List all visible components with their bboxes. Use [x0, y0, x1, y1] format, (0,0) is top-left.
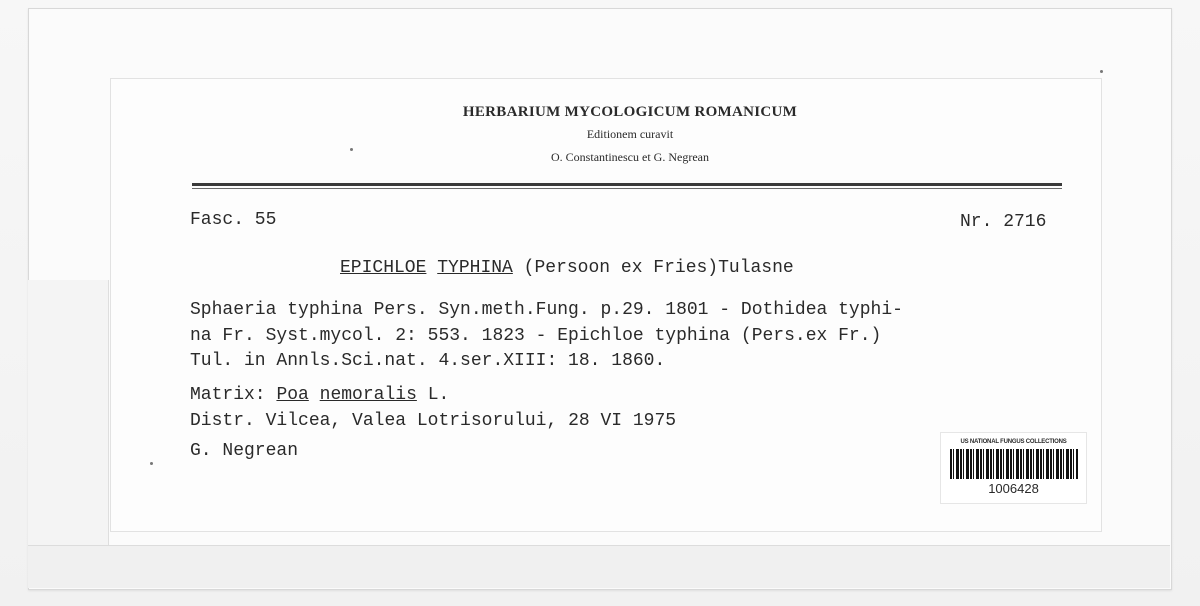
paper-speck	[350, 148, 353, 151]
synonymy-line-1: Sphaeria typhina Pers. Syn.meth.Fung. p.29. 1801 - Dothidea typhi-	[190, 300, 903, 320]
header-divider	[192, 183, 1062, 186]
synonymy-line-2: na Fr. Syst.mycol. 2: 553. 1823 - Epichloe typhina (Pers.ex Fr.)	[190, 326, 882, 346]
host-author: L.	[427, 385, 450, 405]
label-header	[190, 104, 1070, 165]
packet-flap-left	[28, 280, 109, 580]
taxon-name	[340, 258, 794, 278]
distribution-line	[190, 411, 676, 431]
barcode-number: 1006428	[988, 481, 1039, 496]
matrix-line	[190, 385, 449, 405]
host-species: nemoralis	[319, 385, 417, 405]
barcode-label	[940, 432, 1087, 504]
host-genus: Poa	[276, 385, 309, 405]
taxon-authority: (Persoon ex Fries)Tulasne	[523, 258, 794, 278]
matrix-label: Matrix:	[190, 385, 266, 405]
paper-speck	[150, 462, 153, 465]
fascicle-number: Fasc. 55	[190, 210, 277, 230]
herbarium-subtitle: Editionem curavit	[586, 127, 674, 141]
distribution-label: Distr.	[190, 411, 255, 431]
collector-name: G. Negrean	[190, 441, 299, 461]
synonymy-line-3: Tul. in Annls.Sci.nat. 4.ser.XIII: 18. 1860.	[190, 351, 666, 371]
herbarium-editors: O. Constantinescu et G. Negrean	[551, 150, 709, 164]
header-divider-thin	[192, 188, 1062, 189]
barcode-icon	[950, 449, 1078, 479]
paper-speck	[1100, 70, 1103, 73]
barcode-collection: US NATIONAL FUNGUS COLLECTIONS	[960, 439, 1067, 445]
taxon-species: TYPHINA	[437, 258, 513, 278]
taxon-genus: EPICHLOE	[340, 258, 427, 278]
exsiccata-number: Nr. 2716	[960, 212, 1047, 232]
distribution-text: Vilcea, Valea Lotrisorului, 28 VI 1975	[265, 411, 677, 431]
packet-flap-bottom	[28, 545, 1170, 588]
herbarium-title: HERBARIUM MYCOLOGICUM ROMANICUM	[462, 104, 798, 120]
